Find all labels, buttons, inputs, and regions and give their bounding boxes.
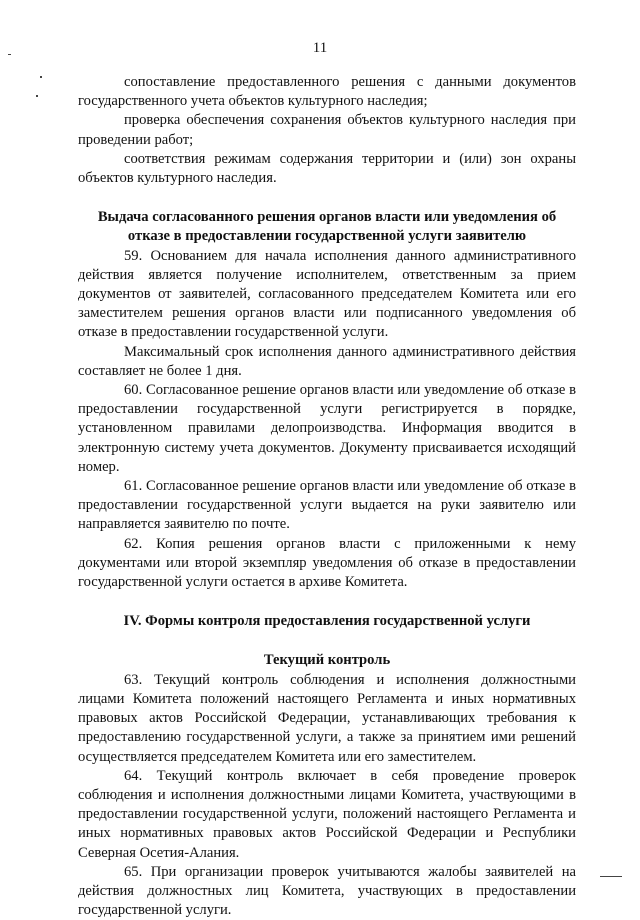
section-control-heading: IV. Формы контроля предоставления государственной услуги [123, 613, 531, 630]
intro-paragraph-2: проверка обеспечения сохранения объектов культурного наследия при проведении работ; [78, 112, 576, 148]
paragraph-61: 61. Согласованное решение органов власти или уведомление об отказе в предоставлении государственной услуги выдается на руки заявителю или направляется заявителю по почте. [78, 478, 576, 533]
scan-mark-4 [600, 876, 622, 877]
paragraph-max-term: Максимальный срок исполнения данного административного действия составляет не более 1 дня. [78, 343, 576, 379]
subsection-current-control-heading: Текущий контроль [263, 652, 391, 669]
intro-paragraph-1: сопоставление предоставленного решения с данными документов государственного учета объектов культурного наследия; [78, 74, 576, 110]
paragraph-64: 64. Текущий контроль включает в себя проведение проверок соблюдения и исполнения должностными лицами Комитета, участвующими в предоставлении государственной услуги, положений настоящего Регламента и иных нормативных правовых актов Российской Федерации и Республики Северная Осетия-Алания. [78, 767, 576, 861]
page-number: 11 [312, 40, 328, 56]
paragraph-62: 62. Копия решения органов власти с приложенными к нему документами или второй экземпляр уведомления об отказе в предоставлении государственной услуги остается в архиве Комитета. [78, 535, 576, 591]
scan-mark-2 [40, 76, 42, 78]
paragraph-65: 65. При организации проверок учитываются жалобы заявителей на действия должностных лиц Комитета, участвующих в предоставлении государственной услуги. [78, 863, 576, 919]
scan-mark-3 [36, 95, 38, 97]
intro-paragraph-3: соответствия режимам содержания территории и (или) зон охраны объектов культурного наследия. [78, 150, 576, 187]
paragraph-63: 63. Текущий контроль соблюдения и исполнения должностными лицами Комитета положений настоящего Регламента и иных нормативных правовых актов Российской Федерации, устанавливающих требования к предоставлению государственной услуги, а также за принятием ими решений осуществляется председателем Комитета или его заместителем. [78, 671, 576, 765]
document-body [78, 73, 576, 920]
paragraph-60: 60. Согласованное решение органов власти или уведомление об отказе в предоставлении государственной услуги регистрируется в порядке, установленном правилами делопроизводства. Информация вводится в электронную систему учета документов. Документу присваивается исходящий номер. [78, 382, 576, 475]
section-issue-heading: Выдача согласованного решения органов власти или уведомления об отказе в предоставлении государственной услуги заявителю [97, 209, 557, 245]
paragraph-59: 59. Основанием для начала исполнения данного административного действия является получение исполнителем, ответственным за прием документов от заявителей, согласованного председателем Комитета или его заместителем решения органов власти или подписанного уведомления об отказе в предоставлении государственной услуги. [78, 247, 576, 341]
